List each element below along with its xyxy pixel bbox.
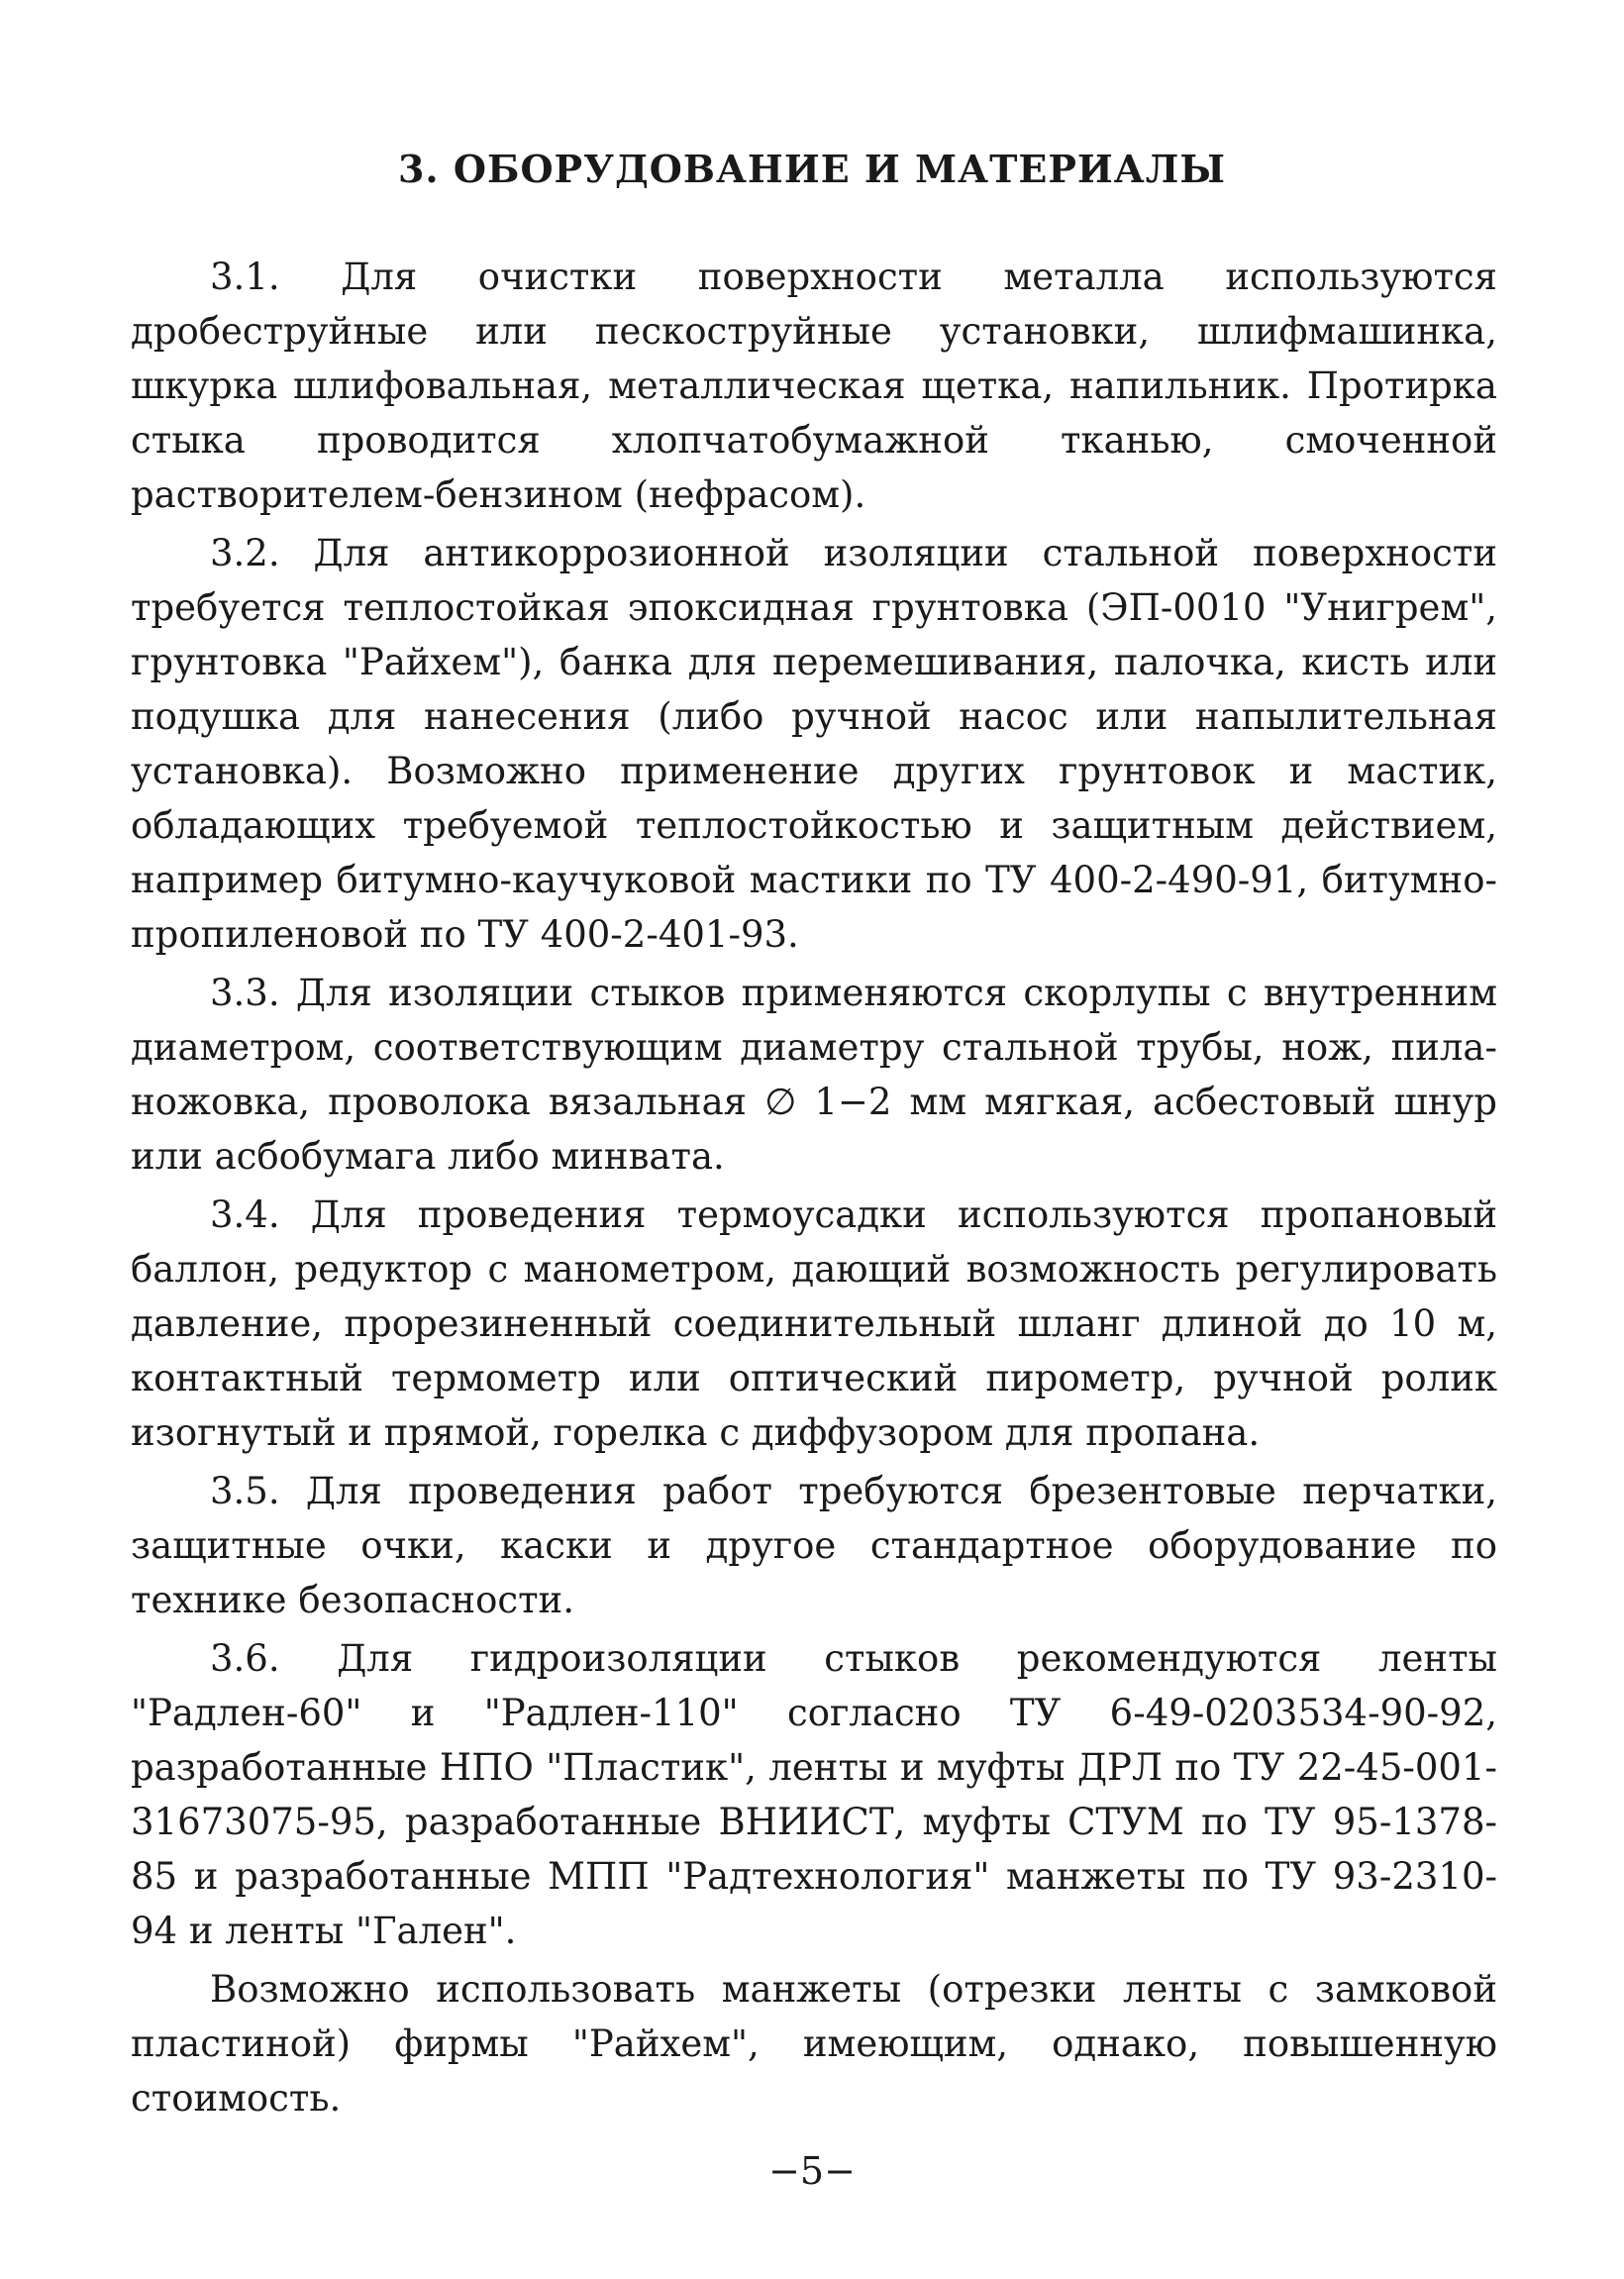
- paragraph-3-1: 3.1. Для очистки поверхности металла используются дробеструйные или пескоструйные установки, шлифмашинка, шкурка шлифовальная, металлическая щетка, напильник. Протирка стыка проводится хлопчатобумажной тканью, смоченной растворителем-бензином (нефрасом).: [131, 256, 1497, 516]
- paragraph-3-4: 3.4. Для проведения термоусадки используются пропановый баллон, редуктор с манометром, дающий возможность регулировать давление, прорезиненный соединительный шланг длиной до 10 м, контактный термометр или оптический пирометр, ручной ролик изогнутый и прямой, горелка с диффузором для пропана.: [131, 1193, 1497, 1454]
- paragraph-3-6: 3.6. Для гидроизоляции стыков рекомендуются ленты "Радлен-60" и "Радлен-110" согласно ТУ 6-49-0203534-90-92, разработанные НПО "Пластик", ленты и муфты ДРЛ по ТУ 22-45-001-31673075-95, разработанные ВНИИСТ, муфты СТУМ по ТУ 95-1378-85 и разработанные МПП "Радтехнология" манжеты по ТУ 93-2310-94 и ленты "Гален".: [131, 1637, 1497, 1952]
- paragraph-3-3: 3.3. Для изоляции стыков применяются скорлупы с внутренним диаметром, соответствующим диаметру стальной трубы, нож, пила-ножовка, проволока вязальная ∅ 1−2 мм мягкая, асбестовый шнур или асбобумага либо минвата.: [131, 972, 1497, 1178]
- paragraph-3-5: 3.5. Для проведения работ требуются брезентовые перчатки, защитные очки, каски и другое стандартное оборудование по технике безопасности.: [131, 1470, 1497, 1621]
- page-number: −5−: [768, 2149, 856, 2193]
- paragraph-note: Возможно использовать манжеты (отрезки ленты с замковой пластиной) фирмы "Райхем", имеющим, однако, повышенную стоимость.: [131, 1968, 1497, 2120]
- paragraph-3-2: 3.2. Для антикоррозионной изоляции стальной поверхности требуется теплостойкая эпоксидная грунтовка (ЭП-0010 "Унигрем", грунтовка "Райхем"), банка для перемешивания, палочка, кисть или подушка для нанесения (либо ручной насос или напылительная установка). Возможно применение других грунтовок и мастик, обладающих требуемой теплостойкостью и защитным действием, например битумно-каучуковой мастики по ТУ 400-2-490-91, битумно-пропиленовой по ТУ 400-2-401-93.: [131, 532, 1497, 956]
- section-title: 3. ОБОРУДОВАНИЕ И МАТЕРИАЛЫ: [397, 147, 1227, 191]
- body-text: [131, 250, 1497, 2129]
